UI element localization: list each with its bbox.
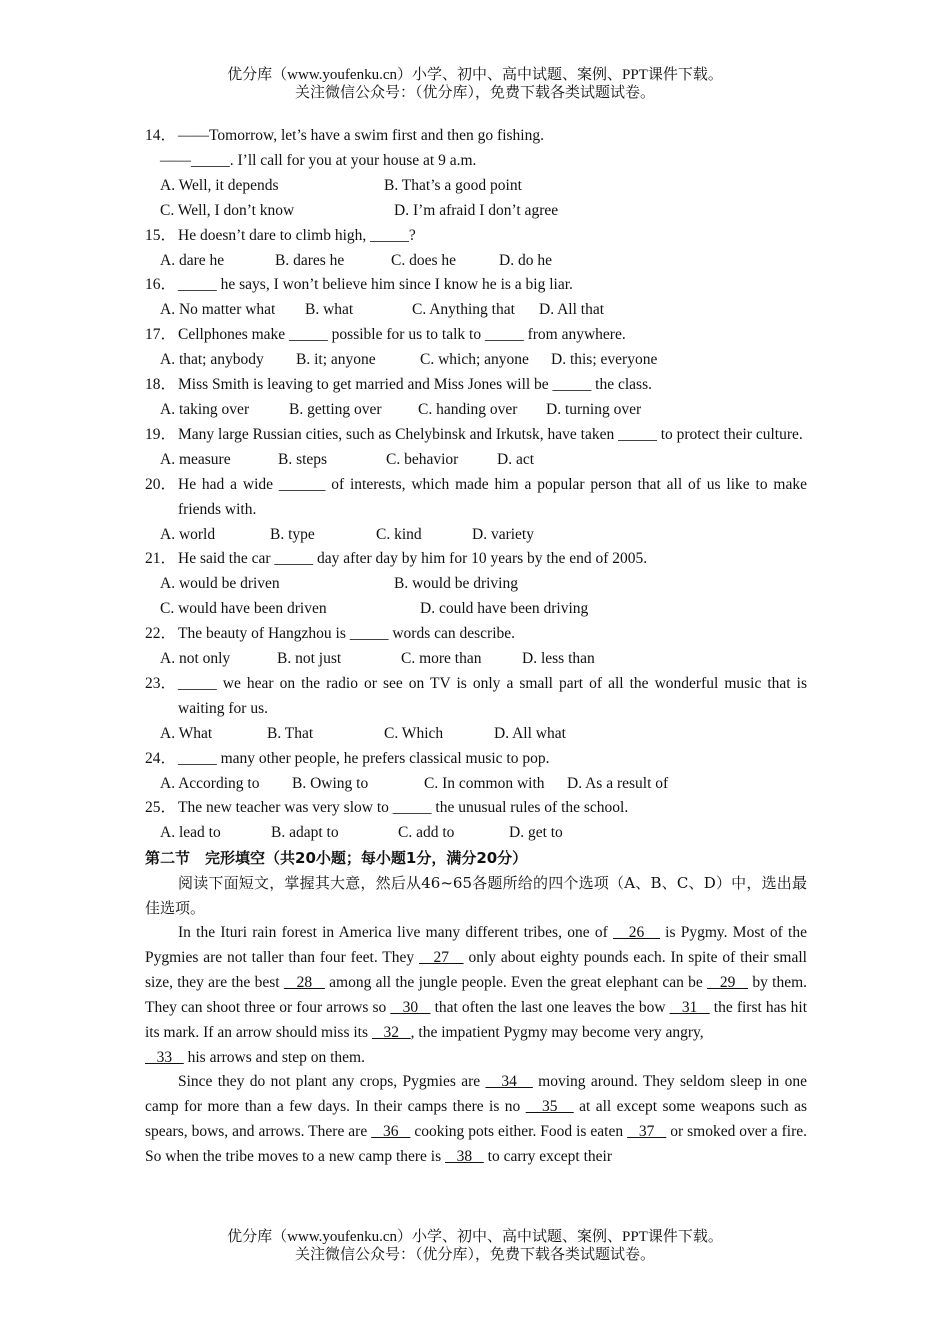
- passage-text: only about eighty pounds each. In spite of their small size, they are the best: [145, 948, 807, 991]
- passage-text: at all except some weapons such as spears, bows, and arrows. There are: [145, 1098, 808, 1141]
- option-a: A. lead to: [160, 824, 221, 842]
- option-a: A. would be driven: [160, 575, 280, 593]
- options-row: [145, 523, 807, 548]
- question-15: [145, 224, 807, 249]
- question-number: 19．: [145, 425, 177, 443]
- question-text: Cellphones make _____ possible for us to talk to _____ from anywhere.: [178, 326, 626, 344]
- option-a: A. dare he: [160, 251, 225, 269]
- passage-paragraph-2: [145, 1070, 807, 1170]
- option-c: C. Anything that: [412, 301, 515, 319]
- option-c: C. behavior: [386, 450, 459, 468]
- passage-text: by them. They can shoot three or four arrows so: [145, 973, 808, 1016]
- options-row: [145, 448, 807, 473]
- option-a: A. measure: [160, 450, 231, 468]
- question-text: _____ many other people, he prefers classical music to pop.: [178, 749, 550, 767]
- option-c: C. Which: [384, 724, 444, 742]
- option-c: C. Well, I don’t know: [160, 201, 295, 219]
- question-text: He doesn’t dare to climb high, _____?: [178, 226, 416, 244]
- option-b: B. type: [270, 525, 315, 543]
- option-c: C. add to: [398, 824, 455, 842]
- blank-31: 31: [669, 998, 710, 1016]
- option-a: A. According to: [160, 774, 260, 792]
- blank-30: 30: [390, 998, 431, 1016]
- question-number: 15．: [145, 226, 177, 244]
- option-a: A. No matter what: [160, 301, 276, 319]
- option-d: D. All what: [494, 724, 566, 742]
- question-24: [145, 747, 807, 772]
- options-row: [145, 398, 807, 423]
- option-c: C. does he: [391, 251, 457, 269]
- options-row: [145, 249, 807, 274]
- options-row: [145, 821, 807, 846]
- option-d: D. act: [497, 450, 535, 468]
- passage-text: or smoked over a fire. So when the tribe moves to a new camp there is: [145, 1123, 808, 1166]
- blank-37: 37: [627, 1123, 667, 1141]
- question-16: [145, 273, 807, 298]
- question-text: _____ we hear on the radio or see on TV is only a small part of all the wonderful music that is waiting for us.: [178, 674, 807, 717]
- option-c: C. would have been driven: [160, 600, 327, 618]
- options-row: [145, 722, 807, 747]
- header-line-1: 优分库（www.youfenku.cn）小学、初中、高中试题、案例、PPT课件下载。: [227, 67, 723, 83]
- question-25: [145, 796, 807, 821]
- passage-text: , the impatient Pygmy may become very angry,: [410, 1023, 704, 1041]
- passage-paragraph-1-cont: [145, 1046, 807, 1071]
- blank-26: 26: [612, 924, 660, 941]
- option-d: D. I’m afraid I don’t agree: [394, 201, 559, 219]
- question-number: 14．: [145, 127, 177, 144]
- option-a: A. world: [160, 525, 216, 543]
- option-b: B. Owing to: [292, 774, 369, 792]
- blank-29: 29: [707, 973, 749, 991]
- option-d: D. do he: [499, 251, 552, 269]
- blank-32: 32: [371, 1023, 411, 1041]
- options-row: [145, 597, 807, 622]
- question-23: [145, 672, 807, 722]
- options-row: [145, 174, 807, 199]
- question-22: [145, 622, 807, 647]
- blank-35: 35: [525, 1098, 574, 1116]
- question-number: 17．: [145, 326, 177, 344]
- section-title: 第二节 完形填空（共20小题；每小题1分，满分20分）: [145, 849, 528, 868]
- question-number: 25．: [145, 799, 177, 817]
- blank-33: 33: [145, 1048, 184, 1066]
- question-text: Many large Russian cities, such as Chelybinsk and Irkutsk, have taken _____ to protect their culture.: [178, 425, 803, 443]
- option-d: D. this; everyone: [551, 351, 658, 369]
- question-14: [145, 124, 807, 149]
- question-number: 21．: [145, 550, 177, 568]
- option-b: B. what: [305, 301, 354, 319]
- question-17: [145, 323, 807, 348]
- passage-text: to carry except their: [483, 1148, 613, 1166]
- blank-36: 36: [371, 1123, 411, 1141]
- options-row: [145, 572, 807, 597]
- question-20: [145, 473, 807, 523]
- option-d: D. turning over: [546, 400, 642, 418]
- question-number: 23．: [145, 674, 177, 692]
- options-row: [145, 647, 807, 672]
- blank-34: 34: [485, 1073, 533, 1091]
- question-21: [145, 547, 807, 572]
- option-d: D. could have been driving: [420, 600, 589, 618]
- option-c: C. kind: [376, 525, 422, 543]
- section-instructions: 阅读下面短文，掌握其大意，然后从46~65各题所给的四个选项（A、B、C、D）中，选出最佳选项。: [145, 874, 807, 918]
- passage-text: among all the jungle people. Even the great elephant can be: [324, 973, 708, 991]
- passage-text: the first has hit its mark. If an arrow should miss its: [145, 998, 808, 1041]
- option-d: D. less than: [522, 650, 595, 668]
- question-19: [145, 423, 807, 448]
- question-text: ——Tomorrow, let’s have a swim first and then go fishing.: [178, 127, 544, 144]
- question-text: The new teacher was very slow to _____ the unusual rules of the school.: [178, 799, 629, 817]
- passage-paragraph-1: [145, 921, 807, 1046]
- question-18: [145, 373, 807, 398]
- option-b: B. it; anyone: [296, 351, 376, 369]
- option-c: C. which; anyone: [420, 351, 529, 369]
- passage-text: that often the last one leaves the bow: [430, 998, 670, 1016]
- option-b: B. adapt to: [271, 824, 339, 842]
- option-c: C. more than: [401, 650, 482, 668]
- question-number: 22．: [145, 625, 177, 643]
- question-text: Miss Smith is leaving to get married and Miss Jones will be _____ the class.: [178, 376, 652, 394]
- exam-content: [145, 124, 807, 1170]
- option-d: D. get to: [509, 824, 563, 842]
- passage-text: cooking pots either. Food is eaten: [410, 1123, 628, 1141]
- passage-text: his arrows and step on them.: [183, 1048, 365, 1066]
- footer-line-1: 优分库（www.youfenku.cn）小学、初中、高中试题、案例、PPT课件下载。: [227, 1229, 723, 1245]
- option-b: B. steps: [278, 450, 328, 468]
- option-a: A. that; anybody: [160, 351, 264, 369]
- option-c: C. In common with: [424, 774, 545, 792]
- options-row: [145, 298, 807, 323]
- options-row: [145, 348, 807, 373]
- option-b: B. would be driving: [394, 575, 518, 593]
- question-text: He had a wide ______ of interests, which made him a popular person that all of us like to make friends with.: [178, 475, 807, 518]
- question-number: 18．: [145, 376, 177, 394]
- header-line-2: 关注微信公众号：（优分库），免费下载各类试题试卷。: [294, 85, 655, 101]
- blank-28: 28: [283, 973, 325, 991]
- passage-text: In the Ituri rain forest in America live many different tribes, one of: [178, 924, 613, 941]
- question-text: _____ he says, I won’t believe him since I know he is a big liar.: [178, 276, 573, 294]
- option-b: B. not just: [277, 650, 342, 668]
- page-footer: [0, 1228, 950, 1264]
- option-b: B. getting over: [289, 400, 382, 418]
- option-d: D. As a result of: [567, 774, 669, 792]
- blank-38: 38: [445, 1148, 484, 1166]
- question-14-response: ——_____. I’ll call for you at your house at 9 a.m.: [160, 151, 477, 169]
- option-c: C. handing over: [418, 400, 518, 418]
- option-a: A. not only: [160, 650, 231, 668]
- blank-27: 27: [418, 948, 464, 966]
- question-number: 20．: [145, 475, 177, 493]
- question-number: 16．: [145, 276, 177, 294]
- option-b: B. That: [267, 724, 314, 742]
- passage-text: is Pygmy. Most of the Pygmies are not taller than four feet. They: [145, 924, 807, 966]
- option-b: B. That’s a good point: [384, 176, 522, 194]
- option-a: A. Well, it depends: [160, 176, 279, 194]
- options-row: [145, 199, 807, 224]
- option-a: A. What: [160, 724, 213, 742]
- page-header: [0, 66, 950, 102]
- option-a: A. taking over: [160, 400, 250, 418]
- passage-text: moving around. They seldom sleep in one camp for more than a few days. In their camps there is no: [145, 1073, 807, 1116]
- option-b: B. dares he: [275, 251, 345, 269]
- question-number: 24．: [145, 749, 177, 767]
- passage-text: Since they do not plant any crops, Pygmies are: [178, 1073, 486, 1091]
- option-d: D. variety: [472, 525, 534, 543]
- option-d: D. All that: [539, 301, 605, 319]
- question-text: He said the car _____ day after day by him for 10 years by the end of 2005.: [178, 550, 648, 568]
- question-text: The beauty of Hangzhou is _____ words can describe.: [178, 625, 516, 643]
- footer-line-2: 关注微信公众号：（优分库），免费下载各类试题试卷。: [294, 1247, 655, 1263]
- options-row: [145, 772, 807, 797]
